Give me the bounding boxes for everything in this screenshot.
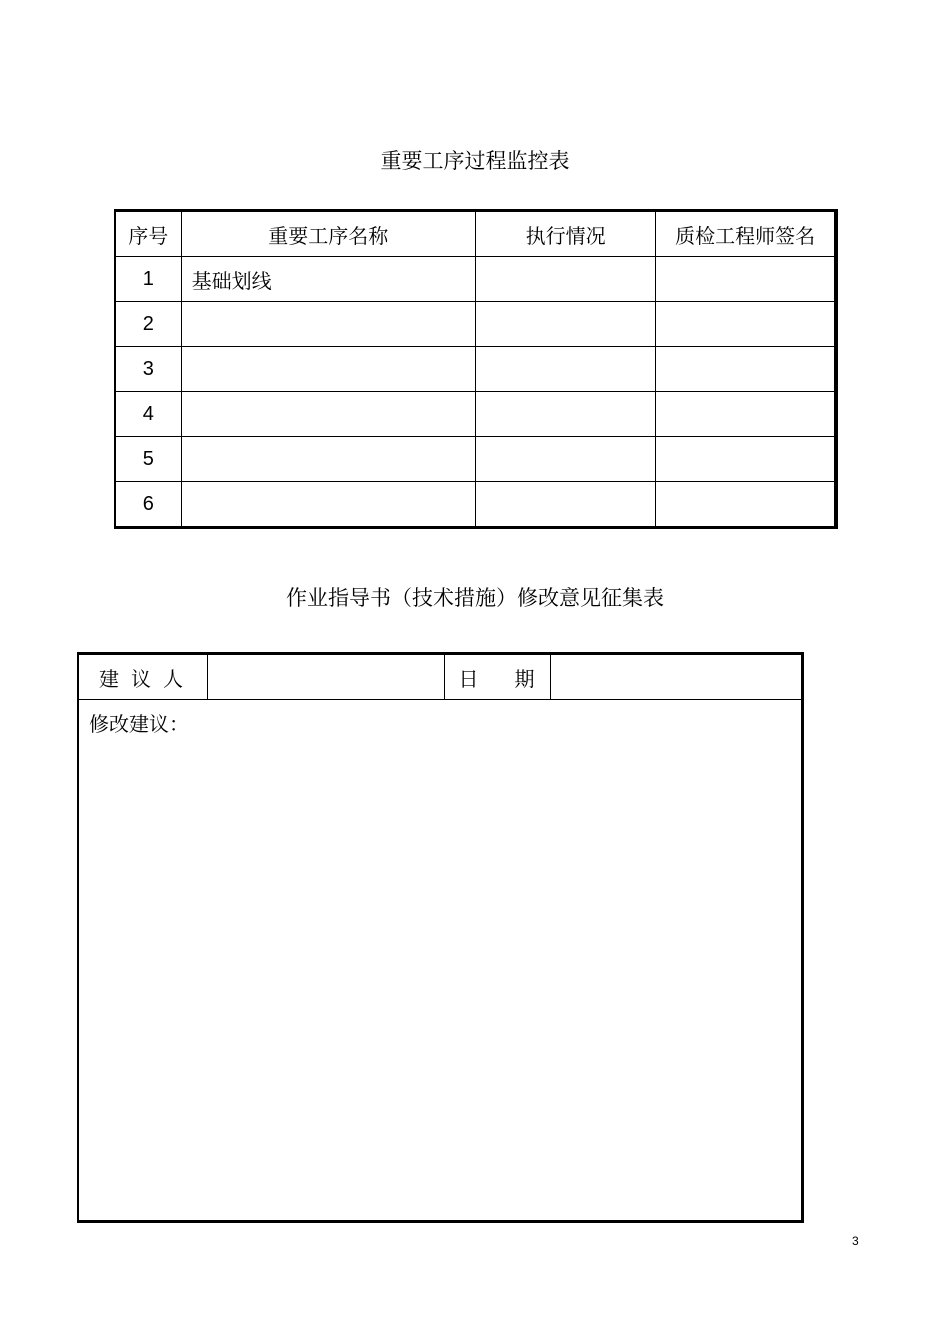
row-seq: 2 — [115, 302, 181, 347]
feedback-header-row — [78, 654, 802, 700]
proposer-label: 建议人 — [78, 654, 207, 700]
date-label — [444, 654, 550, 700]
row-process-name[interactable] — [181, 437, 475, 482]
table-row — [115, 302, 836, 347]
page-number: 3 — [852, 1234, 859, 1248]
header-inspector-signature: 质检工程师签名 — [656, 211, 836, 257]
suggestion-area[interactable] — [78, 700, 802, 1222]
table-row — [115, 437, 836, 482]
feedback-body-row — [78, 700, 802, 1222]
table-header-row — [115, 211, 836, 257]
date-label-char-1: 日 — [458, 666, 479, 691]
row-execution-status[interactable] — [475, 392, 655, 437]
header-process-name: 重要工序名称 — [181, 211, 475, 257]
header-execution-status: 执行情况 — [475, 211, 655, 257]
feedback-form-table — [77, 652, 804, 1223]
row-inspector-signature[interactable] — [656, 347, 836, 392]
row-execution-status[interactable] — [475, 482, 655, 528]
table-row — [115, 257, 836, 302]
row-inspector-signature[interactable] — [656, 482, 836, 528]
monitor-table-title: 重要工序过程监控表 — [380, 149, 570, 173]
proposer-field[interactable] — [207, 654, 444, 700]
row-inspector-signature[interactable] — [656, 392, 836, 437]
date-field[interactable] — [550, 654, 802, 700]
row-process-name[interactable] — [181, 302, 475, 347]
row-process-name[interactable] — [181, 392, 475, 437]
row-seq: 3 — [115, 347, 181, 392]
row-seq: 6 — [115, 482, 181, 528]
row-execution-status[interactable] — [475, 302, 655, 347]
row-process-name[interactable]: 基础划线 — [181, 257, 475, 302]
process-monitor-table — [114, 209, 838, 529]
row-process-name[interactable] — [181, 482, 475, 528]
row-inspector-signature[interactable] — [656, 437, 836, 482]
date-label-char-2: 期 — [514, 666, 535, 691]
table-row — [115, 482, 836, 528]
row-seq: 4 — [115, 392, 181, 437]
feedback-form-title: 作业指导书（技术措施）修改意见征集表 — [286, 586, 664, 610]
row-seq: 1 — [115, 257, 181, 302]
row-inspector-signature[interactable] — [656, 257, 836, 302]
row-execution-status[interactable] — [475, 347, 655, 392]
header-seq: 序号 — [115, 211, 181, 257]
table-row — [115, 347, 836, 392]
row-seq: 5 — [115, 437, 181, 482]
suggestion-label: 修改建议： — [89, 712, 189, 736]
row-execution-status[interactable] — [475, 437, 655, 482]
row-execution-status[interactable] — [475, 257, 655, 302]
table-row — [115, 392, 836, 437]
row-inspector-signature[interactable] — [656, 302, 836, 347]
row-process-name[interactable] — [181, 347, 475, 392]
